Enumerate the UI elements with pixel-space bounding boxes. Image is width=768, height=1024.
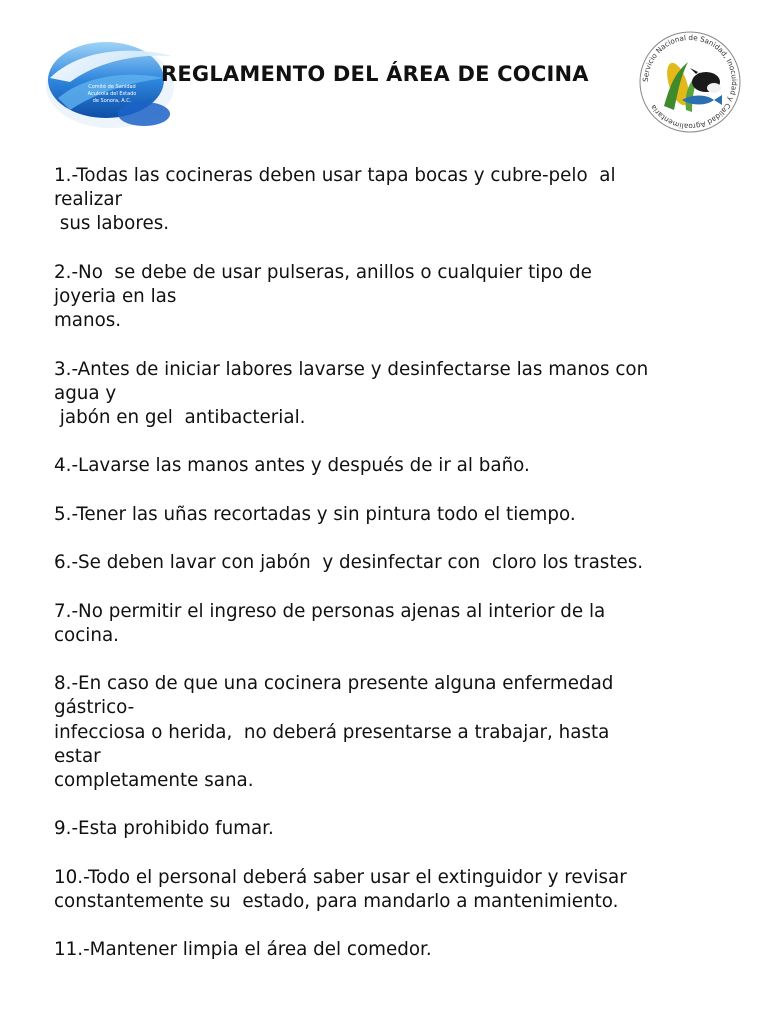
rules-list (54, 164, 744, 963)
rule-item (54, 454, 744, 478)
rule-line: 2.-No se debe de usar pulseras, anillos o cualquier tipo de (54, 261, 592, 283)
rule-item (54, 672, 744, 793)
committee-logo-text-2: Acuícola del Estado (87, 91, 137, 97)
rule-item (54, 600, 744, 648)
rule-line: realizar (54, 189, 123, 211)
rule-line: infecciosa o herida, no deberá presentarse a trabajar, hasta (54, 721, 610, 743)
seal-text: Servicio Nacional de Sanidad, Inocuidad y Calidad Agroalimentaria (640, 32, 740, 132)
page-title: REGLAMENTO DEL ÁREA DE COCINA (161, 62, 589, 86)
committee-logo-text-1: Comité de Sanidad (88, 84, 136, 90)
rule-line: 3.-Antes de iniciar labores lavarse y desinfectarse las manos con (54, 358, 649, 380)
rule-line: sus labores. (54, 213, 170, 235)
rule-line: 5.-Tener las uñas recortadas y sin pintura todo el tiempo. (54, 503, 576, 525)
rule-line: manos. (54, 310, 122, 332)
rule-item (54, 866, 744, 914)
rule-item (54, 261, 744, 334)
rule-line: completamente sana. (54, 769, 254, 791)
rule-line: joyeria en las (54, 286, 177, 307)
rule-line: estar (54, 745, 101, 767)
rule-line: 9.-Esta prohibido fumar. (54, 818, 274, 840)
rule-line: 8.-En caso de que una cocinera presente alguna enfermedad (54, 673, 614, 695)
rule-item (54, 938, 744, 962)
rule-line: cocina. (54, 624, 119, 646)
rule-line: constantemente su estado, para mandarlo a mantenimiento. (54, 890, 619, 912)
committee-logo-text-3: de Sonora, A.C. (92, 98, 132, 104)
rule-item (54, 551, 744, 575)
rule-item (54, 817, 744, 841)
rule-line: 6.-Se deben lavar con jabón y desinfectar con cloro los trastes. (54, 552, 644, 574)
rule-item (54, 503, 744, 527)
senasica-seal-logo (634, 26, 746, 134)
rule-item (54, 358, 744, 431)
rule-line: agua y (54, 382, 117, 404)
rule-item (54, 164, 744, 237)
rule-line: gástrico- (54, 697, 135, 719)
rule-line: 10.-Todo el personal deberá saber usar el extinguidor y revisar (54, 866, 627, 888)
senasica-seal-graphic (634, 26, 746, 134)
rule-line: 1.-Todas las cocineras deben usar tapa bocas y cubre-pelo al (54, 165, 616, 186)
rule-line: 7.-No permitir el ingreso de personas ajenas al interior de la (54, 600, 606, 622)
committee-logo (40, 38, 175, 134)
committee-logo-graphic (40, 38, 175, 134)
rule-line: 4.-Lavarse las manos antes y después de ir al baño. (54, 455, 530, 477)
rule-line: 11.-Mantener limpia el área del comedor. (54, 939, 432, 961)
rule-line: jabón en gel antibacterial. (54, 407, 306, 428)
